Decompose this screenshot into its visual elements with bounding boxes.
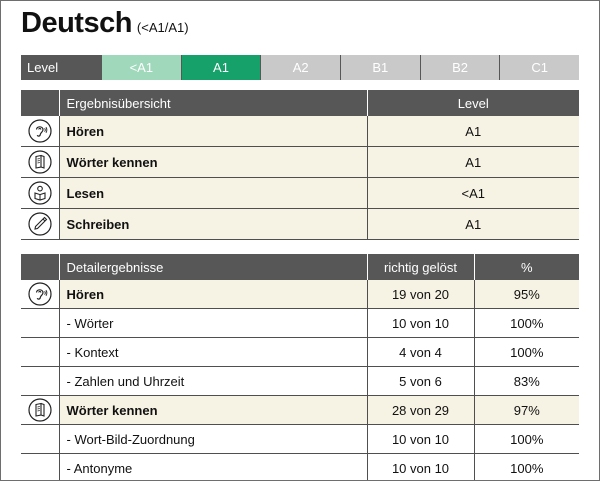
details-percent: 100% bbox=[474, 425, 579, 454]
details-label: - Wort-Bild-Zuordnung bbox=[59, 425, 367, 454]
details-row-hoeren bbox=[21, 280, 579, 309]
details-percent: 95% bbox=[474, 280, 579, 309]
details-label: - Kontext bbox=[59, 338, 367, 367]
overview-skill: Hören bbox=[59, 116, 367, 147]
overview-row-hoeren bbox=[21, 116, 579, 147]
details-row bbox=[21, 338, 579, 367]
details-correct: 10 von 10 bbox=[367, 309, 474, 338]
ear-icon bbox=[28, 282, 52, 306]
details-row bbox=[21, 454, 579, 481]
level-segment-a2: A2 bbox=[261, 55, 340, 80]
overview-level: A1 bbox=[367, 116, 579, 147]
details-correct: 28 von 29 bbox=[367, 396, 474, 425]
book-icon bbox=[28, 150, 52, 174]
details-percent: 97% bbox=[474, 396, 579, 425]
details-correct: 10 von 10 bbox=[367, 425, 474, 454]
overview-skill: Lesen bbox=[59, 178, 367, 209]
level-segment-b2: B2 bbox=[421, 55, 500, 80]
book-icon bbox=[28, 398, 52, 422]
details-percent: 100% bbox=[474, 454, 579, 481]
level-segment-a1: A1 bbox=[182, 55, 261, 80]
level-bar bbox=[21, 55, 579, 80]
overview-header-icon-col bbox=[21, 90, 59, 116]
overview-level: A1 bbox=[367, 147, 579, 178]
details-table bbox=[21, 254, 579, 481]
overview-header-level: Level bbox=[367, 90, 579, 116]
overview-table bbox=[21, 90, 579, 240]
reader-icon bbox=[28, 181, 52, 205]
overview-row-schreiben bbox=[21, 209, 579, 240]
details-label: - Antonyme bbox=[59, 454, 367, 481]
details-correct: 10 von 10 bbox=[367, 454, 474, 481]
details-row bbox=[21, 309, 579, 338]
level-segment-b1: B1 bbox=[341, 55, 420, 80]
overview-header-row bbox=[21, 90, 579, 116]
page-title-block bbox=[21, 7, 189, 40]
details-correct: 19 von 20 bbox=[367, 280, 474, 309]
overview-level: <A1 bbox=[367, 178, 579, 209]
details-header-percent: % bbox=[474, 254, 579, 280]
level-segment-c1: C1 bbox=[500, 55, 579, 80]
details-header-icon-col bbox=[21, 254, 59, 280]
details-label: Wörter kennen bbox=[59, 396, 367, 425]
details-label: Hören bbox=[59, 280, 367, 309]
level-bar-label: Level bbox=[21, 55, 101, 80]
overview-header-skill: Ergebnisübersicht bbox=[59, 90, 367, 116]
details-row bbox=[21, 367, 579, 396]
overview-row-lesen bbox=[21, 178, 579, 209]
overview-skill: Schreiben bbox=[59, 209, 367, 240]
overview-level: A1 bbox=[367, 209, 579, 240]
details-correct: 5 von 6 bbox=[367, 367, 474, 396]
pen-icon bbox=[28, 212, 52, 236]
level-segment-below-a1: <A1 bbox=[102, 55, 181, 80]
details-header-row bbox=[21, 254, 579, 280]
details-header-name: Detailergebnisse bbox=[59, 254, 367, 280]
details-header-correct: richtig gelöst bbox=[367, 254, 474, 280]
details-percent: 100% bbox=[474, 338, 579, 367]
ear-icon bbox=[28, 119, 52, 143]
overview-skill: Wörter kennen bbox=[59, 147, 367, 178]
details-label: - Wörter bbox=[59, 309, 367, 338]
details-label: - Zahlen und Uhrzeit bbox=[59, 367, 367, 396]
details-percent: 83% bbox=[474, 367, 579, 396]
overview-row-woerter-kennen bbox=[21, 147, 579, 178]
details-row bbox=[21, 425, 579, 454]
details-row-woerter-kennen bbox=[21, 396, 579, 425]
details-correct: 4 von 4 bbox=[367, 338, 474, 367]
page-title: Deutsch bbox=[21, 7, 132, 39]
page-subtitle: (<A1/A1) bbox=[136, 20, 189, 35]
details-percent: 100% bbox=[474, 309, 579, 338]
